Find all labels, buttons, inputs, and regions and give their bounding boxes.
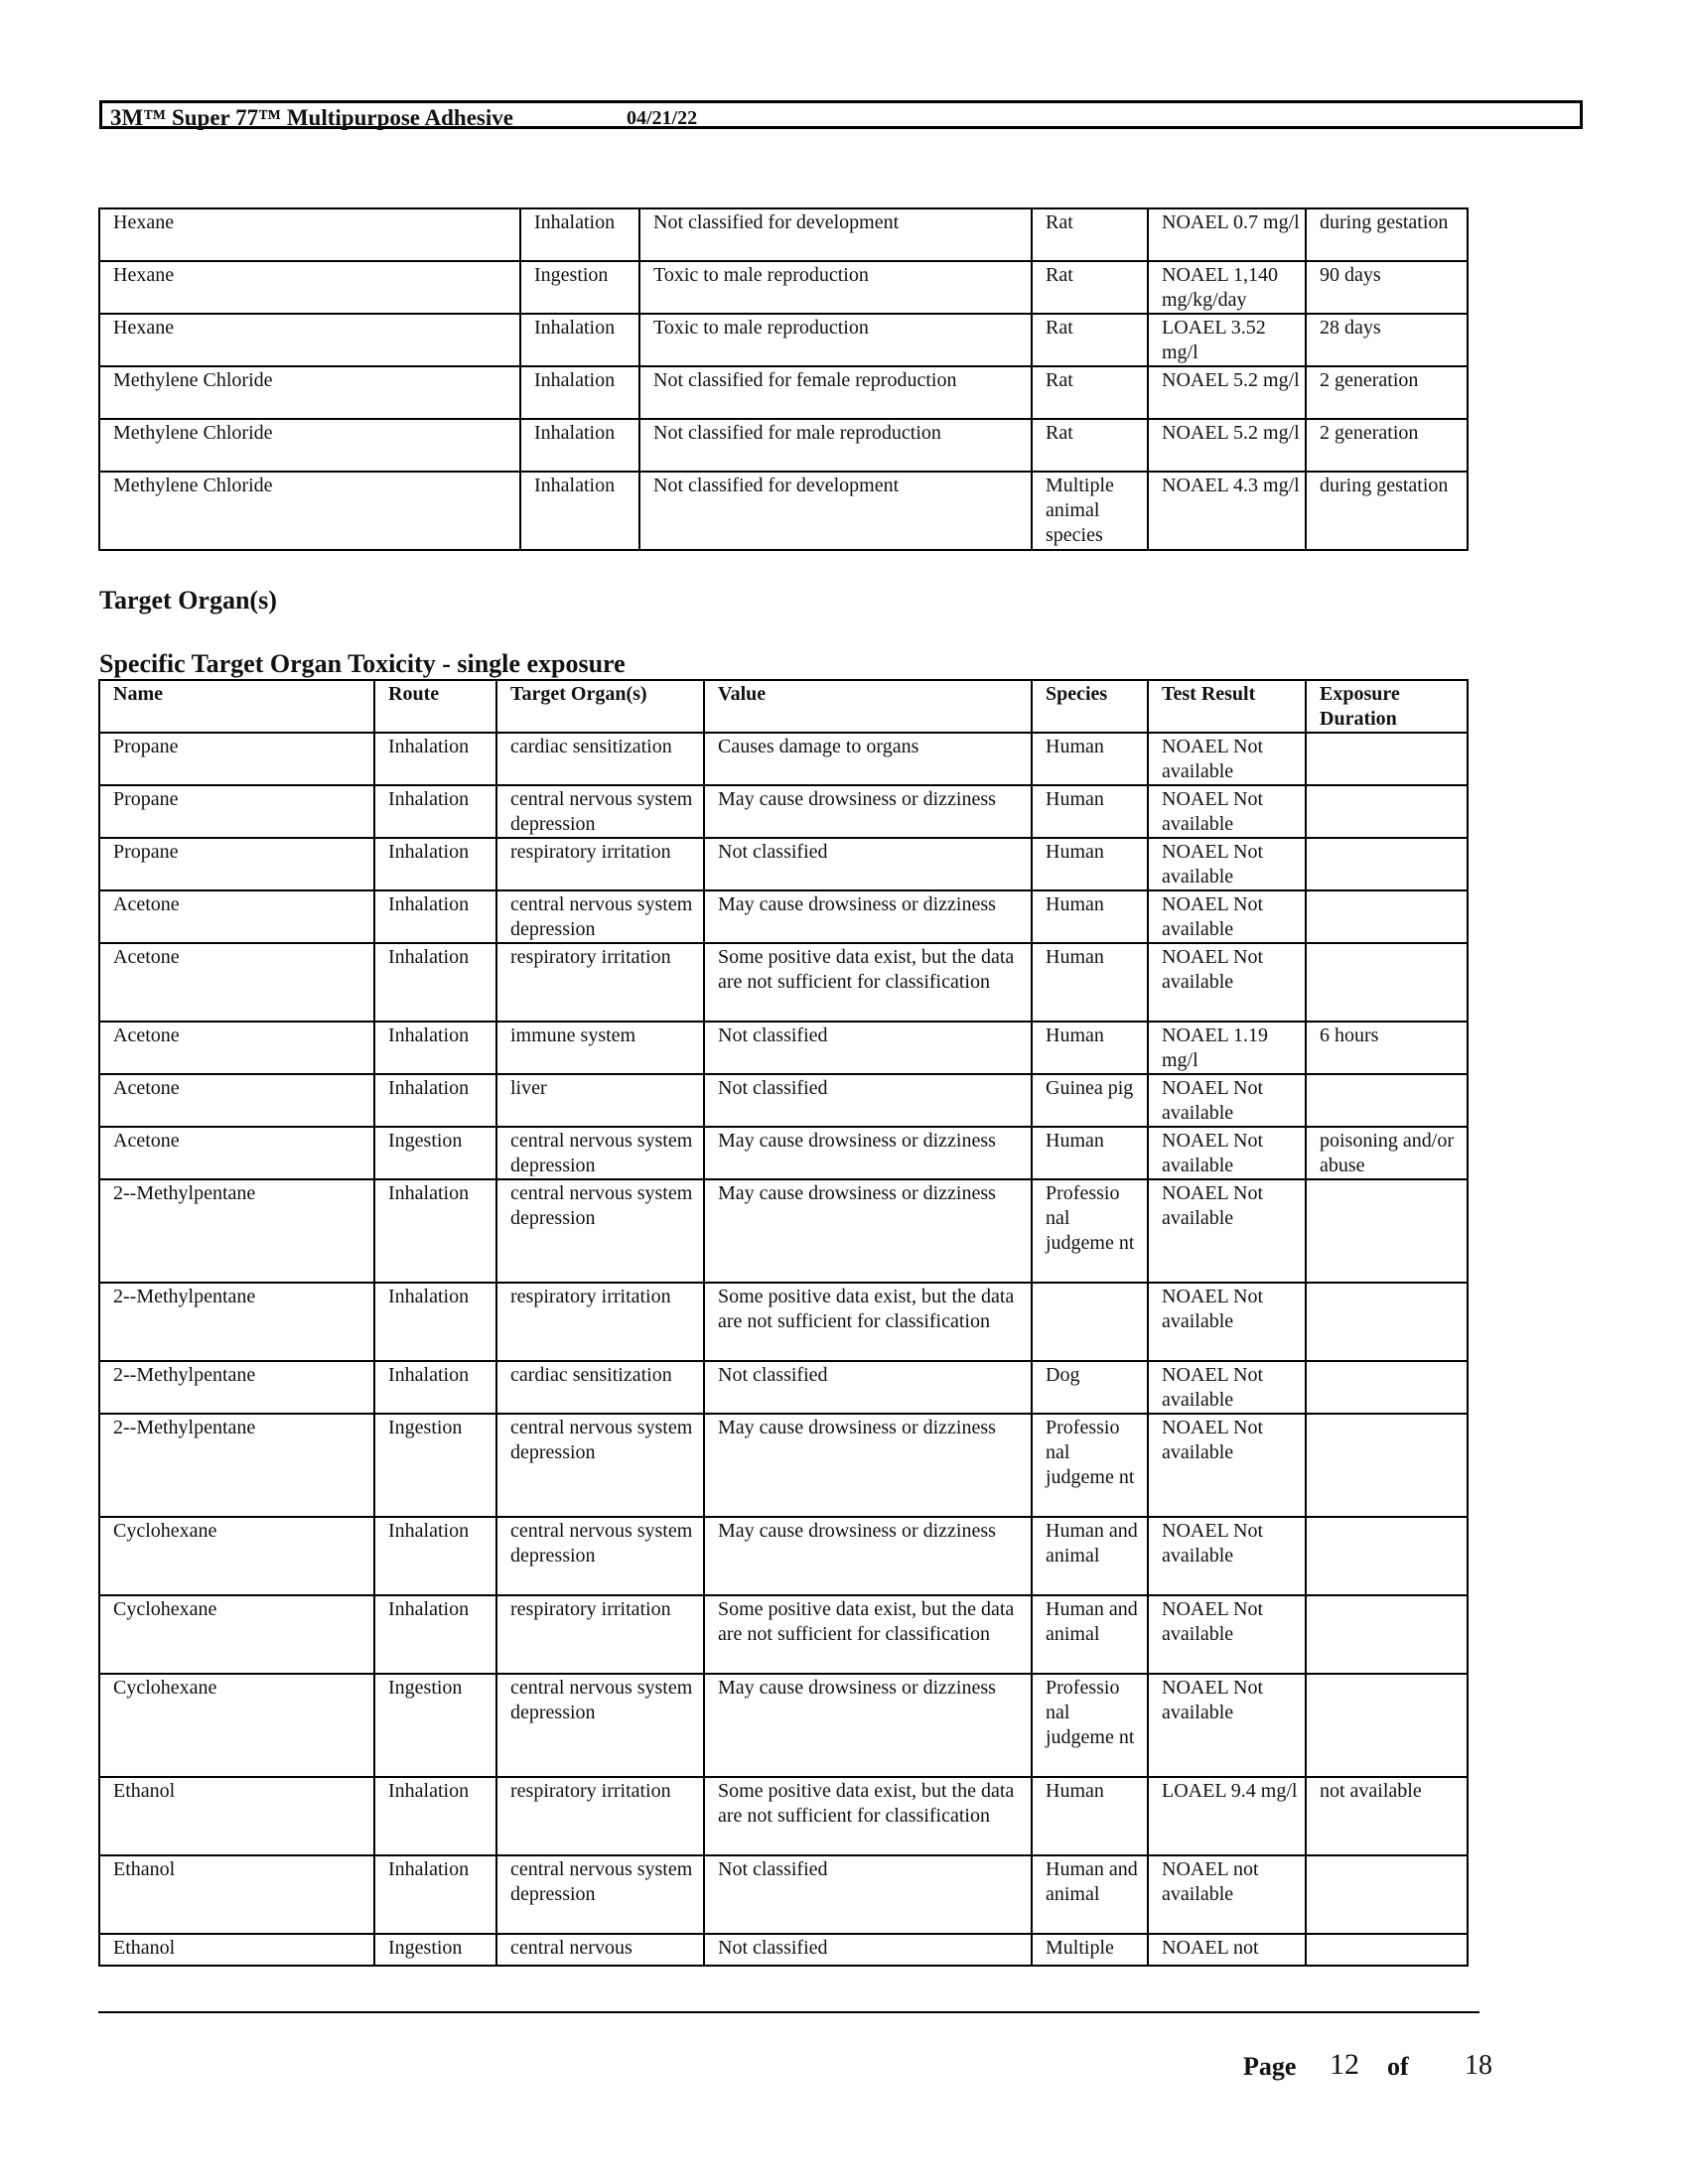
cell-organ: liver — [496, 1074, 704, 1127]
table-row — [99, 838, 1468, 890]
cell-species: Human and animal — [1032, 1517, 1148, 1595]
page-label: Page — [1243, 2052, 1297, 2081]
cell-species: Rat — [1032, 261, 1148, 314]
cell-value: May cause drowsiness or dizziness — [704, 1414, 1032, 1517]
revision-date: 04/21/22 — [627, 107, 698, 129]
table-row — [99, 366, 1468, 419]
table-row — [99, 890, 1468, 943]
cell-route: Ingestion — [374, 1934, 496, 1966]
cell-duration — [1306, 1595, 1468, 1674]
column-header: Name — [99, 680, 374, 733]
cell-route: Inhalation — [374, 1179, 496, 1283]
cell-organ: central nervous system depression — [496, 1517, 704, 1595]
table-row — [99, 261, 1468, 314]
cell-species: Rat — [1032, 208, 1148, 261]
cell-species: Rat — [1032, 419, 1148, 472]
cell-duration: 90 days — [1306, 261, 1468, 314]
cell-duration — [1306, 838, 1468, 890]
table-row — [99, 785, 1468, 838]
cell-duration — [1306, 1074, 1468, 1127]
cell-name: Methylene Chloride — [99, 419, 520, 472]
cell-name: Acetone — [99, 943, 374, 1022]
cell-organ: central nervous system depression — [496, 1127, 704, 1179]
cell-name: Acetone — [99, 1127, 374, 1179]
cell-route: Inhalation — [520, 366, 639, 419]
cell-value: Toxic to male reproduction — [639, 261, 1032, 314]
cell-species — [1032, 1283, 1148, 1361]
cell-species: Human and animal — [1032, 1595, 1148, 1674]
cell-result: NOAEL Not available — [1148, 1595, 1306, 1674]
cell-value: Not classified for development — [639, 472, 1032, 550]
cell-name: Acetone — [99, 890, 374, 943]
cell-organ: respiratory irritation — [496, 1777, 704, 1855]
cell-value: Not classified — [704, 838, 1032, 890]
cell-route: Ingestion — [374, 1127, 496, 1179]
cell-duration — [1306, 1855, 1468, 1934]
cell-result: NOAEL Not available — [1148, 1127, 1306, 1179]
cell-route: Inhalation — [374, 1074, 496, 1127]
cell-species: Human — [1032, 733, 1148, 785]
table-row — [99, 472, 1468, 550]
cell-value: Causes damage to organs — [704, 733, 1032, 785]
cell-species: Professio nal judgeme nt — [1032, 1414, 1148, 1517]
table-header-row — [99, 680, 1468, 733]
table-row — [99, 1022, 1468, 1074]
cell-name: 2--Methylpentane — [99, 1179, 374, 1283]
cell-result: NOAEL Not available — [1148, 1414, 1306, 1517]
cell-duration — [1306, 1414, 1468, 1517]
cell-name: 2--Methylpentane — [99, 1414, 374, 1517]
cell-species: Multiple — [1032, 1934, 1148, 1966]
cell-species: Professio nal judgeme nt — [1032, 1674, 1148, 1777]
cell-duration — [1306, 1361, 1468, 1414]
cell-name: Methylene Chloride — [99, 472, 520, 550]
cell-species: Human and animal — [1032, 1855, 1148, 1934]
reproductive-toxicity-table — [98, 207, 1469, 551]
cell-result: NOAEL 5.2 mg/l — [1148, 366, 1306, 419]
cell-result: NOAEL Not available — [1148, 1179, 1306, 1283]
cell-species: Human — [1032, 1777, 1148, 1855]
cell-name: Hexane — [99, 261, 520, 314]
cell-route: Ingestion — [374, 1674, 496, 1777]
cell-result: NOAEL Not available — [1148, 1283, 1306, 1361]
cell-value: Not classified for development — [639, 208, 1032, 261]
table-row — [99, 1855, 1468, 1934]
cell-value: May cause drowsiness or dizziness — [704, 1127, 1032, 1179]
cell-duration — [1306, 1934, 1468, 1966]
cell-result: NOAEL 0.7 mg/l — [1148, 208, 1306, 261]
cell-route: Inhalation — [374, 1022, 496, 1074]
cell-result: LOAEL 3.52 mg/l — [1148, 314, 1306, 366]
cell-route: Inhalation — [374, 785, 496, 838]
cell-species: Human — [1032, 890, 1148, 943]
cell-name: Cyclohexane — [99, 1517, 374, 1595]
cell-name: Ethanol — [99, 1934, 374, 1966]
cell-route: Inhalation — [520, 314, 639, 366]
cell-result: NOAEL 1.19 mg/l — [1148, 1022, 1306, 1074]
table-row — [99, 943, 1468, 1022]
cell-value: Some positive data exist, but the data are not sufficient for classification — [704, 1283, 1032, 1361]
cell-organ: central nervous system depression — [496, 1674, 704, 1777]
cell-result: NOAEL Not available — [1148, 838, 1306, 890]
table-row — [99, 1414, 1468, 1517]
cell-route: Ingestion — [520, 261, 639, 314]
cell-name: Ethanol — [99, 1855, 374, 1934]
cell-species: Human — [1032, 785, 1148, 838]
cell-duration — [1306, 1179, 1468, 1283]
cell-duration: during gestation — [1306, 472, 1468, 550]
cell-organ: immune system — [496, 1022, 704, 1074]
cell-route: Inhalation — [374, 1283, 496, 1361]
cell-route: Inhalation — [374, 943, 496, 1022]
cell-value: May cause drowsiness or dizziness — [704, 1517, 1032, 1595]
cell-route: Inhalation — [520, 472, 639, 550]
cell-value: Not classified — [704, 1934, 1032, 1966]
cell-result: NOAEL 1,140 mg/kg/day — [1148, 261, 1306, 314]
table-row — [99, 419, 1468, 472]
cell-organ: respiratory irritation — [496, 838, 704, 890]
cell-name: Propane — [99, 785, 374, 838]
cell-species: Multiple animal species — [1032, 472, 1148, 550]
cell-organ: respiratory irritation — [496, 1283, 704, 1361]
cell-route: Inhalation — [374, 1855, 496, 1934]
cell-species: Human — [1032, 943, 1148, 1022]
cell-name: Hexane — [99, 314, 520, 366]
cell-value: May cause drowsiness or dizziness — [704, 1674, 1032, 1777]
cell-route: Inhalation — [374, 890, 496, 943]
table-row — [99, 1934, 1468, 1966]
cell-name: 2--Methylpentane — [99, 1361, 374, 1414]
table-row — [99, 1179, 1468, 1283]
cell-duration: not available — [1306, 1777, 1468, 1855]
cell-name: Methylene Chloride — [99, 366, 520, 419]
cell-value: Not classified for male reproduction — [639, 419, 1032, 472]
cell-name: Acetone — [99, 1074, 374, 1127]
cell-result: LOAEL 9.4 mg/l — [1148, 1777, 1306, 1855]
cell-route: Inhalation — [374, 838, 496, 890]
cell-value: Some positive data exist, but the data are not sufficient for classification — [704, 1595, 1032, 1674]
cell-result: NOAEL Not available — [1148, 943, 1306, 1022]
cell-value: Not classified — [704, 1855, 1032, 1934]
cell-result: NOAEL Not available — [1148, 1517, 1306, 1595]
table-row — [99, 1074, 1468, 1127]
stot-single-exposure-heading: Specific Target Organ Toxicity - single exposure — [99, 649, 626, 678]
cell-value: Not classified — [704, 1361, 1032, 1414]
cell-result: NOAEL Not available — [1148, 785, 1306, 838]
cell-species: Professio nal judgeme nt — [1032, 1179, 1148, 1283]
cell-name: Ethanol — [99, 1777, 374, 1855]
target-organs-heading: Target Organ(s) — [99, 586, 277, 614]
cell-duration: 2 generation — [1306, 419, 1468, 472]
cell-species: Human — [1032, 1022, 1148, 1074]
cell-result: NOAEL Not available — [1148, 733, 1306, 785]
cell-name: Hexane — [99, 208, 520, 261]
cell-result: NOAEL Not available — [1148, 890, 1306, 943]
cell-value: Some positive data exist, but the data are not sufficient for classification — [704, 1777, 1032, 1855]
cell-organ: central nervous — [496, 1934, 704, 1966]
cell-value: Toxic to male reproduction — [639, 314, 1032, 366]
table-row — [99, 1595, 1468, 1674]
cell-value: Some positive data exist, but the data are not sufficient for classification — [704, 943, 1032, 1022]
cell-value: Not classified for female reproduction — [639, 366, 1032, 419]
table-row — [99, 314, 1468, 366]
cell-name: Propane — [99, 733, 374, 785]
cell-route: Inhalation — [374, 733, 496, 785]
cell-organ: central nervous system depression — [496, 890, 704, 943]
cell-duration: 6 hours — [1306, 1022, 1468, 1074]
cell-value: May cause drowsiness or dizziness — [704, 1179, 1032, 1283]
cell-value: May cause drowsiness or dizziness — [704, 785, 1032, 838]
cell-result: NOAEL 5.2 mg/l — [1148, 419, 1306, 472]
cell-duration — [1306, 890, 1468, 943]
cell-species: Dog — [1032, 1361, 1148, 1414]
column-header: Target Organ(s) — [496, 680, 704, 733]
cell-species: Rat — [1032, 366, 1148, 419]
cell-organ: central nervous system depression — [496, 1414, 704, 1517]
of-label: of — [1387, 2052, 1409, 2081]
cell-species: Guinea pig — [1032, 1074, 1148, 1127]
cell-name: Cyclohexane — [99, 1674, 374, 1777]
cell-duration — [1306, 943, 1468, 1022]
cell-duration: poisoning and/or abuse — [1306, 1127, 1468, 1179]
column-header: Species — [1032, 680, 1148, 733]
cell-duration — [1306, 1674, 1468, 1777]
cell-organ: cardiac sensitization — [496, 1361, 704, 1414]
cell-duration: during gestation — [1306, 208, 1468, 261]
cell-duration — [1306, 1517, 1468, 1595]
product-name: 3M™ Super 77™ Multipurpose Adhesive — [110, 105, 513, 130]
cell-duration — [1306, 1283, 1468, 1361]
cell-route: Inhalation — [520, 419, 639, 472]
cell-route: Ingestion — [374, 1414, 496, 1517]
table-row — [99, 733, 1468, 785]
cell-name: Propane — [99, 838, 374, 890]
cell-organ: cardiac sensitization — [496, 733, 704, 785]
cell-result: NOAEL not — [1148, 1934, 1306, 1966]
table-row — [99, 1283, 1468, 1361]
cell-duration: 28 days — [1306, 314, 1468, 366]
cell-species: Human — [1032, 1127, 1148, 1179]
cell-organ: central nervous system depression — [496, 1855, 704, 1934]
cell-name: 2--Methylpentane — [99, 1283, 374, 1361]
cell-organ: respiratory irritation — [496, 943, 704, 1022]
cell-result: NOAEL Not available — [1148, 1361, 1306, 1414]
column-header: Route — [374, 680, 496, 733]
page-number: 12 — [1330, 2048, 1359, 2081]
table-row — [99, 208, 1468, 261]
cell-name: Acetone — [99, 1022, 374, 1074]
cell-route: Inhalation — [374, 1595, 496, 1674]
cell-result: NOAEL not available — [1148, 1855, 1306, 1934]
stot-single-exposure-table — [98, 679, 1469, 1967]
cell-value: May cause drowsiness or dizziness — [704, 890, 1032, 943]
cell-organ: central nervous system depression — [496, 1179, 704, 1283]
table-row — [99, 1777, 1468, 1855]
cell-organ: respiratory irritation — [496, 1595, 704, 1674]
cell-duration: 2 generation — [1306, 366, 1468, 419]
cell-organ: central nervous system depression — [496, 785, 704, 838]
column-header: Test Result — [1148, 680, 1306, 733]
cell-value: Not classified — [704, 1074, 1032, 1127]
document-header — [99, 100, 1583, 129]
cell-route: Inhalation — [374, 1777, 496, 1855]
cell-value: Not classified — [704, 1022, 1032, 1074]
cell-result: NOAEL 4.3 mg/l — [1148, 472, 1306, 550]
total-pages: 18 — [1465, 2050, 1492, 2081]
column-header: Exposure Duration — [1306, 680, 1468, 733]
table-row — [99, 1674, 1468, 1777]
cell-duration — [1306, 733, 1468, 785]
cell-duration — [1306, 785, 1468, 838]
cell-result: NOAEL Not available — [1148, 1074, 1306, 1127]
table-row — [99, 1517, 1468, 1595]
cell-species: Human — [1032, 838, 1148, 890]
table-row — [99, 1361, 1468, 1414]
cell-name: Cyclohexane — [99, 1595, 374, 1674]
cell-route: Inhalation — [520, 208, 639, 261]
cell-result: NOAEL Not available — [1148, 1674, 1306, 1777]
cell-route: Inhalation — [374, 1517, 496, 1595]
table-row — [99, 1127, 1468, 1179]
column-header: Value — [704, 680, 1032, 733]
cell-species: Rat — [1032, 314, 1148, 366]
cell-route: Inhalation — [374, 1361, 496, 1414]
footer-divider — [98, 2011, 1479, 2013]
